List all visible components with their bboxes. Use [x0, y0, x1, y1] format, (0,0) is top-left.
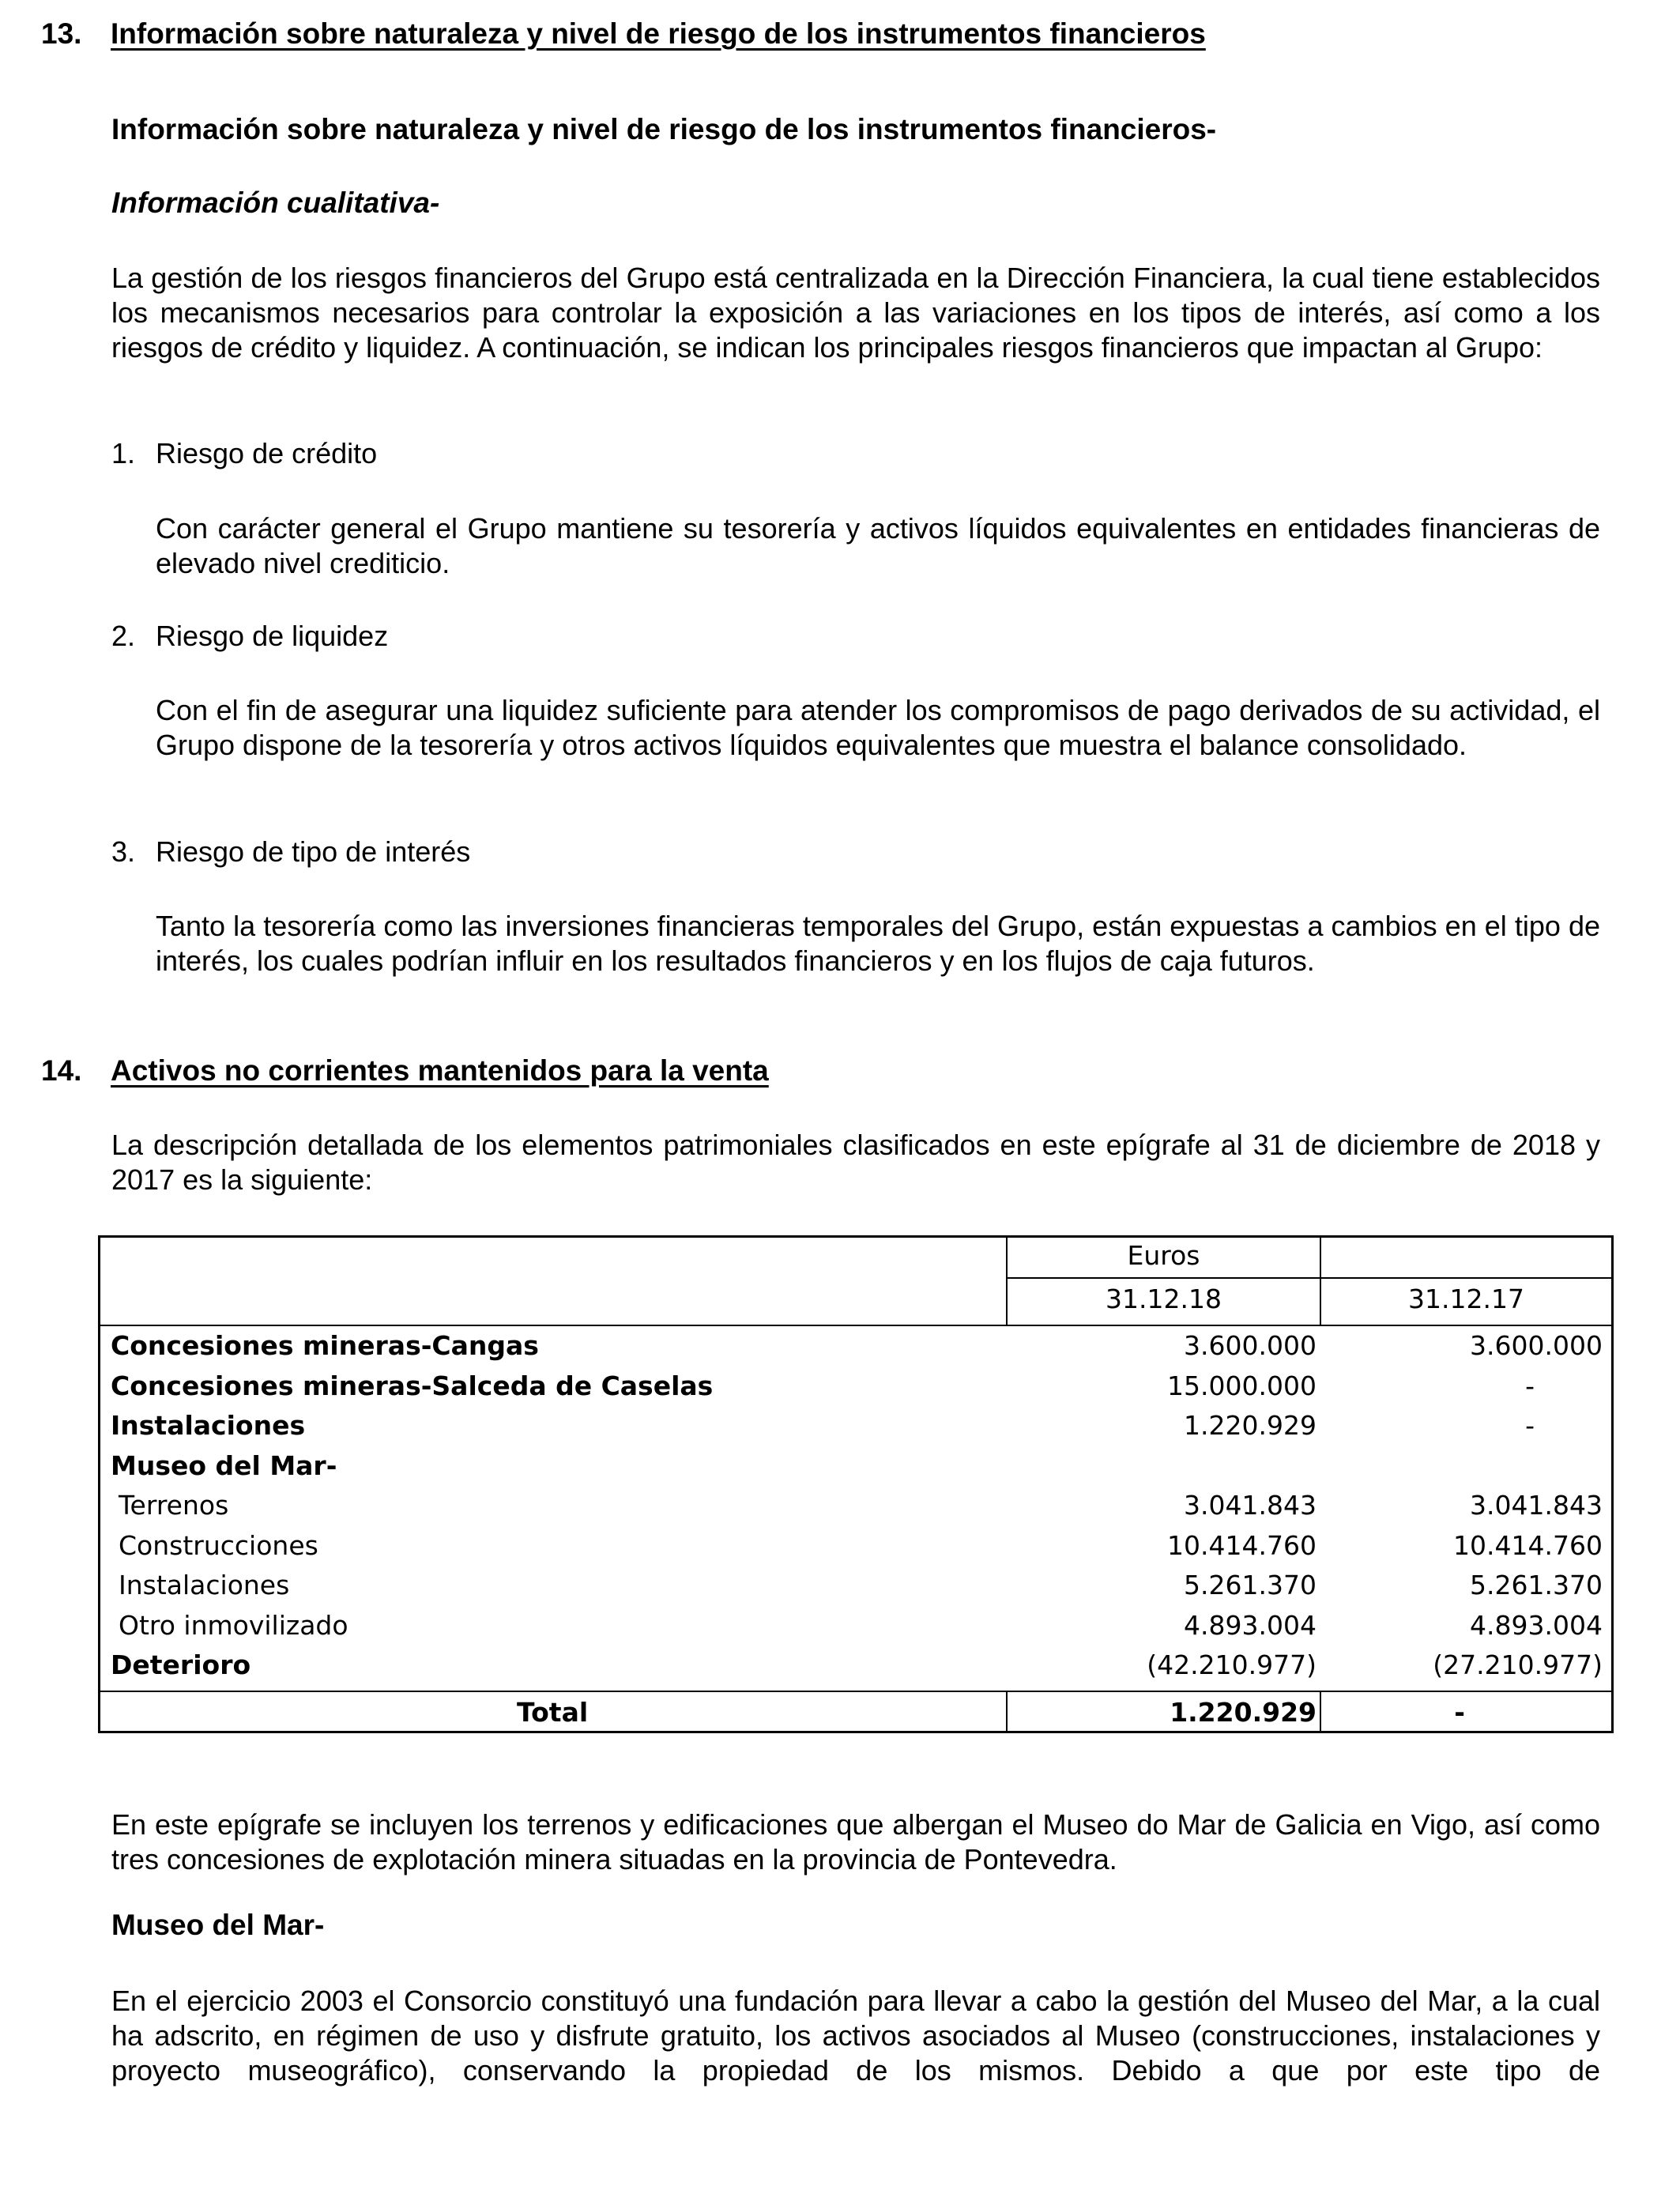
table-cell-2017: 10.414.760 [1453, 1530, 1603, 1561]
table-cell-2018: 3.041.843 [1184, 1490, 1317, 1521]
table-cell-2018: 15.000.000 [1167, 1370, 1317, 1401]
risk-text-interest: Tanto la tesorería como las inversiones financieras temporales del Grupo, están expuestas a cambios en el tipo de interés, los cuales podrían influir en los resultados financieros y en los flujos de caja futuros. [156, 910, 1600, 977]
table-row-label: Museo del Mar- [111, 1450, 337, 1481]
column-header-2017: 31.12.17 [1408, 1284, 1524, 1314]
qualitative-heading: Información cualitativa- [111, 187, 440, 219]
table-cell-2017: 3.041.843 [1470, 1490, 1603, 1521]
table-cell-2018: 3.600.000 [1184, 1330, 1317, 1361]
museo-text: En el ejercicio 2003 el Consorcio constituyó una fundación para llevar a cabo la gestión del Museo del Mar, a la cual ha adscrito, en régimen de uso y disfrute gratuito, los activos asociados al Museo (construcciones, instalaciones y proyecto museográfico), conservando la propiedad de los mismos. Debido a que por este tipo de [111, 1985, 1600, 2087]
table-cell-2018: 10.414.760 [1167, 1530, 1317, 1561]
section-number: 14. [41, 1054, 82, 1087]
risk-title: Riesgo de liquidez [156, 620, 389, 652]
section-13-intro: La gestión de los riesgos financieros del Grupo está centralizada en la Dirección Financiera, la cual tiene establecidos los mecanismos necesarios para controlar la exposición a las variaciones en los tipos de interés, así como a los riesgos de crédito y liquidez. A continuación, se indican los principales riesgos financieros que impactan al Grupo: [111, 262, 1600, 364]
table-cell-2017: 3.600.000 [1470, 1330, 1603, 1361]
after-table-text: En este epígrafe se incluyen los terrenos y edificaciones que albergan el Museo do Mar de Galicia en Vigo, así como tres concesiones de explotación minera situadas en la provincia de Pontevedra. [111, 1808, 1600, 1875]
risk-text-liquidity: Con el fin de asegurar una liquidez suficiente para atender los compromisos de pago derivados de su actividad, el Grupo dispone de la tesorería y otros activos líquidos equivalentes que muestra el balance consolidado. [156, 694, 1600, 761]
risk-title: Riesgo de crédito [156, 437, 378, 469]
risk-title: Riesgo de tipo de interés [156, 835, 471, 868]
total-2018: 1.220.929 [1170, 1697, 1317, 1728]
section-title-text: Activos no corrientes mantenidos para la venta [111, 1054, 769, 1087]
assets-table [98, 1235, 1614, 1733]
risk-text-credit: Con carácter general el Grupo mantiene su tesorería y activos líquidos equivalentes en entidades financieras de elevado nivel crediticio. [156, 512, 1600, 579]
section-14-intro: La descripción detallada de los elementos patrimoniales clasificados en este epígrafe al 31 de diciembre de 2018 y 2017 es la siguiente: [111, 1129, 1600, 1196]
table-cell-2018: 5.261.370 [1184, 1570, 1317, 1600]
table-cell-2017: - [1525, 1410, 1535, 1441]
list-number: 3. [111, 835, 136, 868]
list-number: 2. [111, 620, 136, 652]
table-row-label: Construcciones [119, 1530, 318, 1561]
table-cell-2017: (27.210.977) [1433, 1649, 1603, 1680]
table-cell-2017: 5.261.370 [1470, 1570, 1603, 1600]
table-cell-2018: 4.893.004 [1184, 1610, 1317, 1641]
column-header-2018: 31.12.18 [1106, 1284, 1222, 1314]
table-row-label: Instalaciones [111, 1410, 306, 1441]
table-cell-2018: 1.220.929 [1184, 1410, 1317, 1441]
section-13-subtitle: Información sobre naturaleza y nivel de riesgo de los instrumentos financieros- [111, 113, 1217, 145]
table-row-label: Instalaciones [119, 1570, 290, 1600]
list-number: 1. [111, 437, 136, 469]
table-row-label: Terrenos [119, 1490, 229, 1521]
table-row-label: Concesiones mineras-Cangas [111, 1330, 539, 1361]
total-label: Total [517, 1697, 589, 1728]
risk-item-credit [111, 437, 377, 470]
table-row-label: Concesiones mineras-Salceda de Caselas [111, 1370, 714, 1401]
section-title-text: Información sobre naturaleza y nivel de riesgo de los instrumentos financieros [111, 17, 1206, 50]
risk-item-liquidity [111, 620, 388, 653]
table-cell-2018: (42.210.977) [1147, 1649, 1317, 1680]
table-cell-2017: 4.893.004 [1470, 1610, 1603, 1641]
museo-heading: Museo del Mar- [111, 1909, 325, 1941]
section-14-title [41, 1054, 769, 1088]
table-row-label: Deterioro [111, 1649, 251, 1680]
section-13-title [41, 17, 1206, 51]
section-number: 13. [41, 17, 82, 50]
currency-header: Euros [1127, 1240, 1200, 1271]
table-cell-2017: - [1525, 1370, 1535, 1401]
total-2017: - [1454, 1697, 1465, 1728]
risk-item-interest [111, 835, 470, 869]
table-row-label: Otro inmovilizado [119, 1610, 348, 1641]
